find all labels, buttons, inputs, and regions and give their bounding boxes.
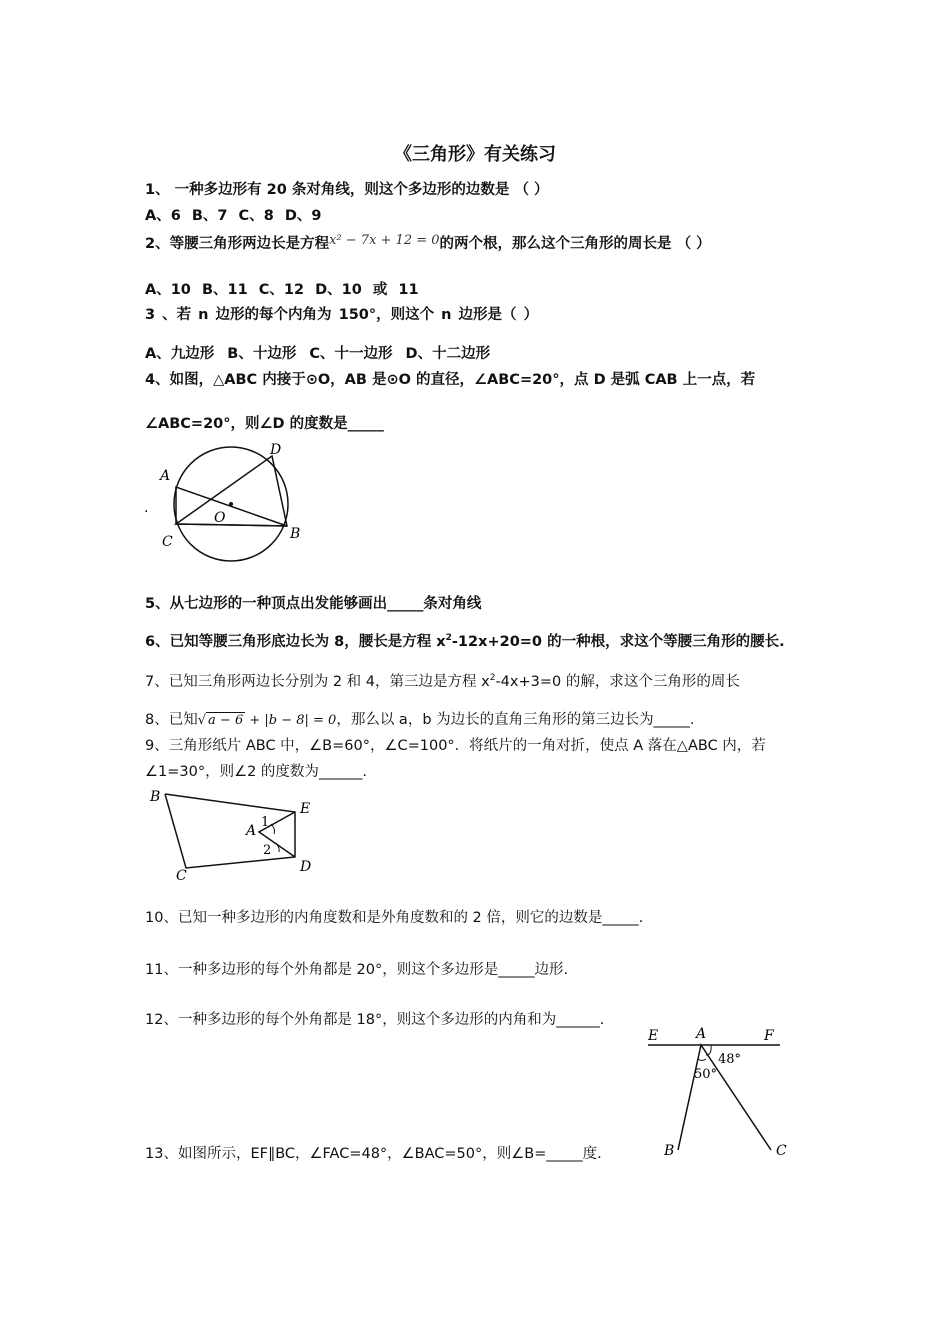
figure-circle-inscribed-triangle: [140, 440, 310, 570]
label-angle-1: 1: [261, 815, 270, 830]
label-b: B: [150, 789, 161, 805]
question-4-line-2: ∠ABC=20°，则∠D 的度数是_____: [145, 416, 384, 432]
angle-2-arc: [276, 843, 279, 852]
question-7-text-b: -4x+3=0 的解，求这个三角形的周长: [495, 674, 740, 690]
label-d: D: [300, 859, 312, 875]
page-title: 《三角形》有关练习: [394, 144, 556, 165]
label-angle-2: 2: [263, 843, 272, 858]
label-e: E: [648, 1028, 659, 1044]
question-2-text-b: 的两个根，那么这个三角形的周长是 （ ）: [439, 236, 711, 252]
question-8-text-b: ，那么以 a，b 为边长的直角三角形的第三边长为_____.: [336, 712, 695, 728]
question-7-sup: 2: [489, 673, 496, 684]
label-a: A: [246, 823, 257, 839]
question-10: 10、已知一种多边形的内角度数和是外角度数和的 2 倍，则它的边数是_____.: [145, 910, 644, 926]
question-3-options: A、九边形 B、十边形 C、十一边形 D、十二边形: [145, 346, 491, 362]
question-7: [145, 670, 740, 691]
question-5: 5、从七边形的一种顶点出发能够画出_____条对角线: [145, 596, 482, 612]
label-c: C: [776, 1143, 787, 1159]
question-1-options: A、6 B、7 C、8 D、9: [145, 208, 322, 224]
question-8-text-a: 8、已知: [145, 712, 198, 728]
question-11: 11、一种多边形的每个外角都是 20°，则这个多边形是_____边形.: [145, 962, 569, 978]
label-o: O: [214, 510, 226, 526]
label-a: A: [696, 1026, 707, 1042]
label-c: C: [176, 868, 187, 884]
label-b: B: [290, 526, 301, 542]
angle-50-arc: [698, 1059, 706, 1061]
question-9-line-2: ∠1=30°，则∠2 的度数为______.: [145, 764, 368, 780]
question-8-radicand: a − 6: [208, 713, 244, 728]
question-6-text-a: 6、已知等腰三角形底边长为 8，腰长是方程 x: [145, 634, 446, 650]
question-4-line-1: 4、如图，△ABC 内接于⊙O，AB 是⊙O 的直径，∠ABC=20°，点 D 是弧 CAB 上一点，若: [145, 372, 756, 388]
question-2-options: A、10 B、11 C、12 D、10 或 11: [145, 282, 419, 298]
question-9-line-1: 9、三角形纸片 ABC 中，∠B=60°，∠C=100°．将纸片的一角对折，使点 A 落在△ABC 内，若: [145, 738, 766, 754]
question-2: [145, 232, 711, 253]
question-1: 1、 一种多边形有 20 条对角线，则这个多边形的边数是 （ ）: [145, 182, 549, 198]
stray-dot: .: [144, 500, 149, 516]
label-f: F: [764, 1028, 774, 1044]
label-c: C: [162, 534, 173, 550]
quadrilateral-bedc: [165, 794, 295, 868]
question-13: 13、如图所示，EF∥BC，∠FAC=48°，∠BAC=50°，则∠B=_____度.: [145, 1146, 602, 1162]
figure-parallel-lines-triangle: [640, 1025, 800, 1165]
question-8-abs-term: + |b − 8| = 0: [245, 713, 337, 728]
question-2-equation: x² − 7x + 12 = 0: [329, 233, 440, 248]
label-angle-48: 48°: [718, 1052, 742, 1067]
label-a: A: [160, 468, 171, 484]
triangle-abc: [176, 487, 287, 526]
label-b: B: [664, 1143, 675, 1159]
question-8-expression: √ a − 6 + |b − 8| = 0: [197, 713, 337, 728]
question-2-text-a: 2、等腰三角形两边长是方程: [145, 236, 330, 252]
question-3: 3 、若 n 边形的每个内角为 150°，则这个 n 边形是（ ）: [145, 307, 539, 323]
figure-folded-triangle: [140, 785, 330, 895]
label-d: D: [270, 442, 282, 458]
question-6: [145, 630, 785, 651]
question-8: [145, 708, 695, 729]
question-12: 12、一种多边形的每个外角都是 18°，则这个多边形的内角和为______.: [145, 1012, 605, 1028]
label-angle-50: 50°: [694, 1067, 718, 1082]
question-6-text-b: -12x+20=0 的一种根，求这个等腰三角形的腰长.: [451, 634, 785, 650]
label-e: E: [300, 801, 311, 817]
question-7-text-a: 7、已知三角形两边长分别为 2 和 4，第三边是方程 x: [145, 674, 490, 690]
center-point-o: [229, 502, 233, 506]
triangle-cdb: [176, 456, 287, 526]
question-6-sup: 2: [445, 633, 452, 644]
